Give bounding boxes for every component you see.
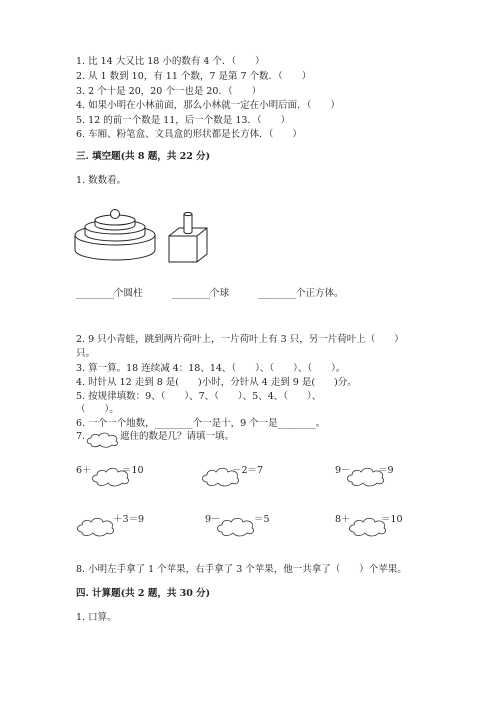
count-cylinders: ________个圆柱 [76,288,143,299]
cloud-eq-6-before: 8＋ [335,514,351,525]
cloud-icon [76,517,116,537]
cube-with-cylinder-figure [166,212,210,264]
judgement-item-5: 5. 12 的前一个数是 11，后一个数是 13．（ ） [76,115,291,126]
question-4: 4. 时针从 12 走到 8 是( )小时，分针从 4 走到 9 是( )分。 [76,377,357,388]
cloud-eq-3-after: ＝9 [378,465,394,476]
question-7-number: 7. [76,431,86,442]
cloud-eq-6-after: ＝10 [381,514,403,525]
question-5-line-2: （ ）。 [76,404,119,415]
section-3-title: 三. 填空题(共 8 题，共 22 分) [76,151,211,162]
cloud-icon [86,432,120,448]
question-8: 8. 小明左手拿了 1 个苹果，右手拿了 3 个苹果，他一共拿了（ ）个苹果。 [76,564,407,575]
judgement-item-2: 2. 从 1 数到 10，有 11 个数，7 是第 7 个数．（ ） [76,71,312,82]
cloud-eq-1-before: 6＋ [76,465,92,476]
count-spheres: ________个球 [172,288,230,299]
stacked-cylinders-figure [74,208,156,268]
calc-question-1: 1. 口算。 [76,612,117,623]
question-5-line-1: 5. 按规律填数：9、（ ）、7、（ ）、5、4、（ ）、 [76,391,322,402]
count-cubes: ________个正方体。 [258,288,344,299]
cloud-eq-2-after: －2＝7 [232,465,264,476]
cloud-eq-1-after: ＝10 [122,465,144,476]
question-1-label: 1. 数数看。 [76,175,127,186]
question-7-text: 遮住的数是几？请填一填。 [120,431,235,442]
judgement-item-4: 4. 如果小明在小林前面，那么小林就一定在小明后面．（ ） [76,100,340,111]
cloud-eq-5-before: 9－ [205,514,221,525]
question-2-line-1: 2. 9 只小青蛙，跳到两片荷叶上，一片荷叶上有 3 只，另一片荷叶上（ ） [76,334,404,345]
question-3: 3. 算一算。18 连续减 4：18、14、（ ）、（ ）、（ ）。 [76,363,346,374]
judgement-item-3: 3. 2 个十是 20，20 个一也是 20．（ ） [76,86,262,97]
question-2-line-2: 只。 [76,348,96,359]
question-6: 6. 一个一个地数，________个一是十，9 个一是________。 [76,418,326,429]
section-4-title: 四. 计算题(共 2 题，共 30 分) [76,588,211,599]
cloud-eq-4-after: ＋3＝9 [113,514,145,525]
cloud-icon [216,517,256,537]
judgement-item-1: 1. 比 14 大又比 18 小的数有 4 个．（ ） [76,56,265,67]
judgement-item-6: 6. 车厢、粉笔盒、文具盒的形状都是长方体．（ ） [76,129,302,140]
cloud-eq-3-before: 9－ [335,465,351,476]
cloud-eq-5-after: ＝5 [254,514,270,525]
